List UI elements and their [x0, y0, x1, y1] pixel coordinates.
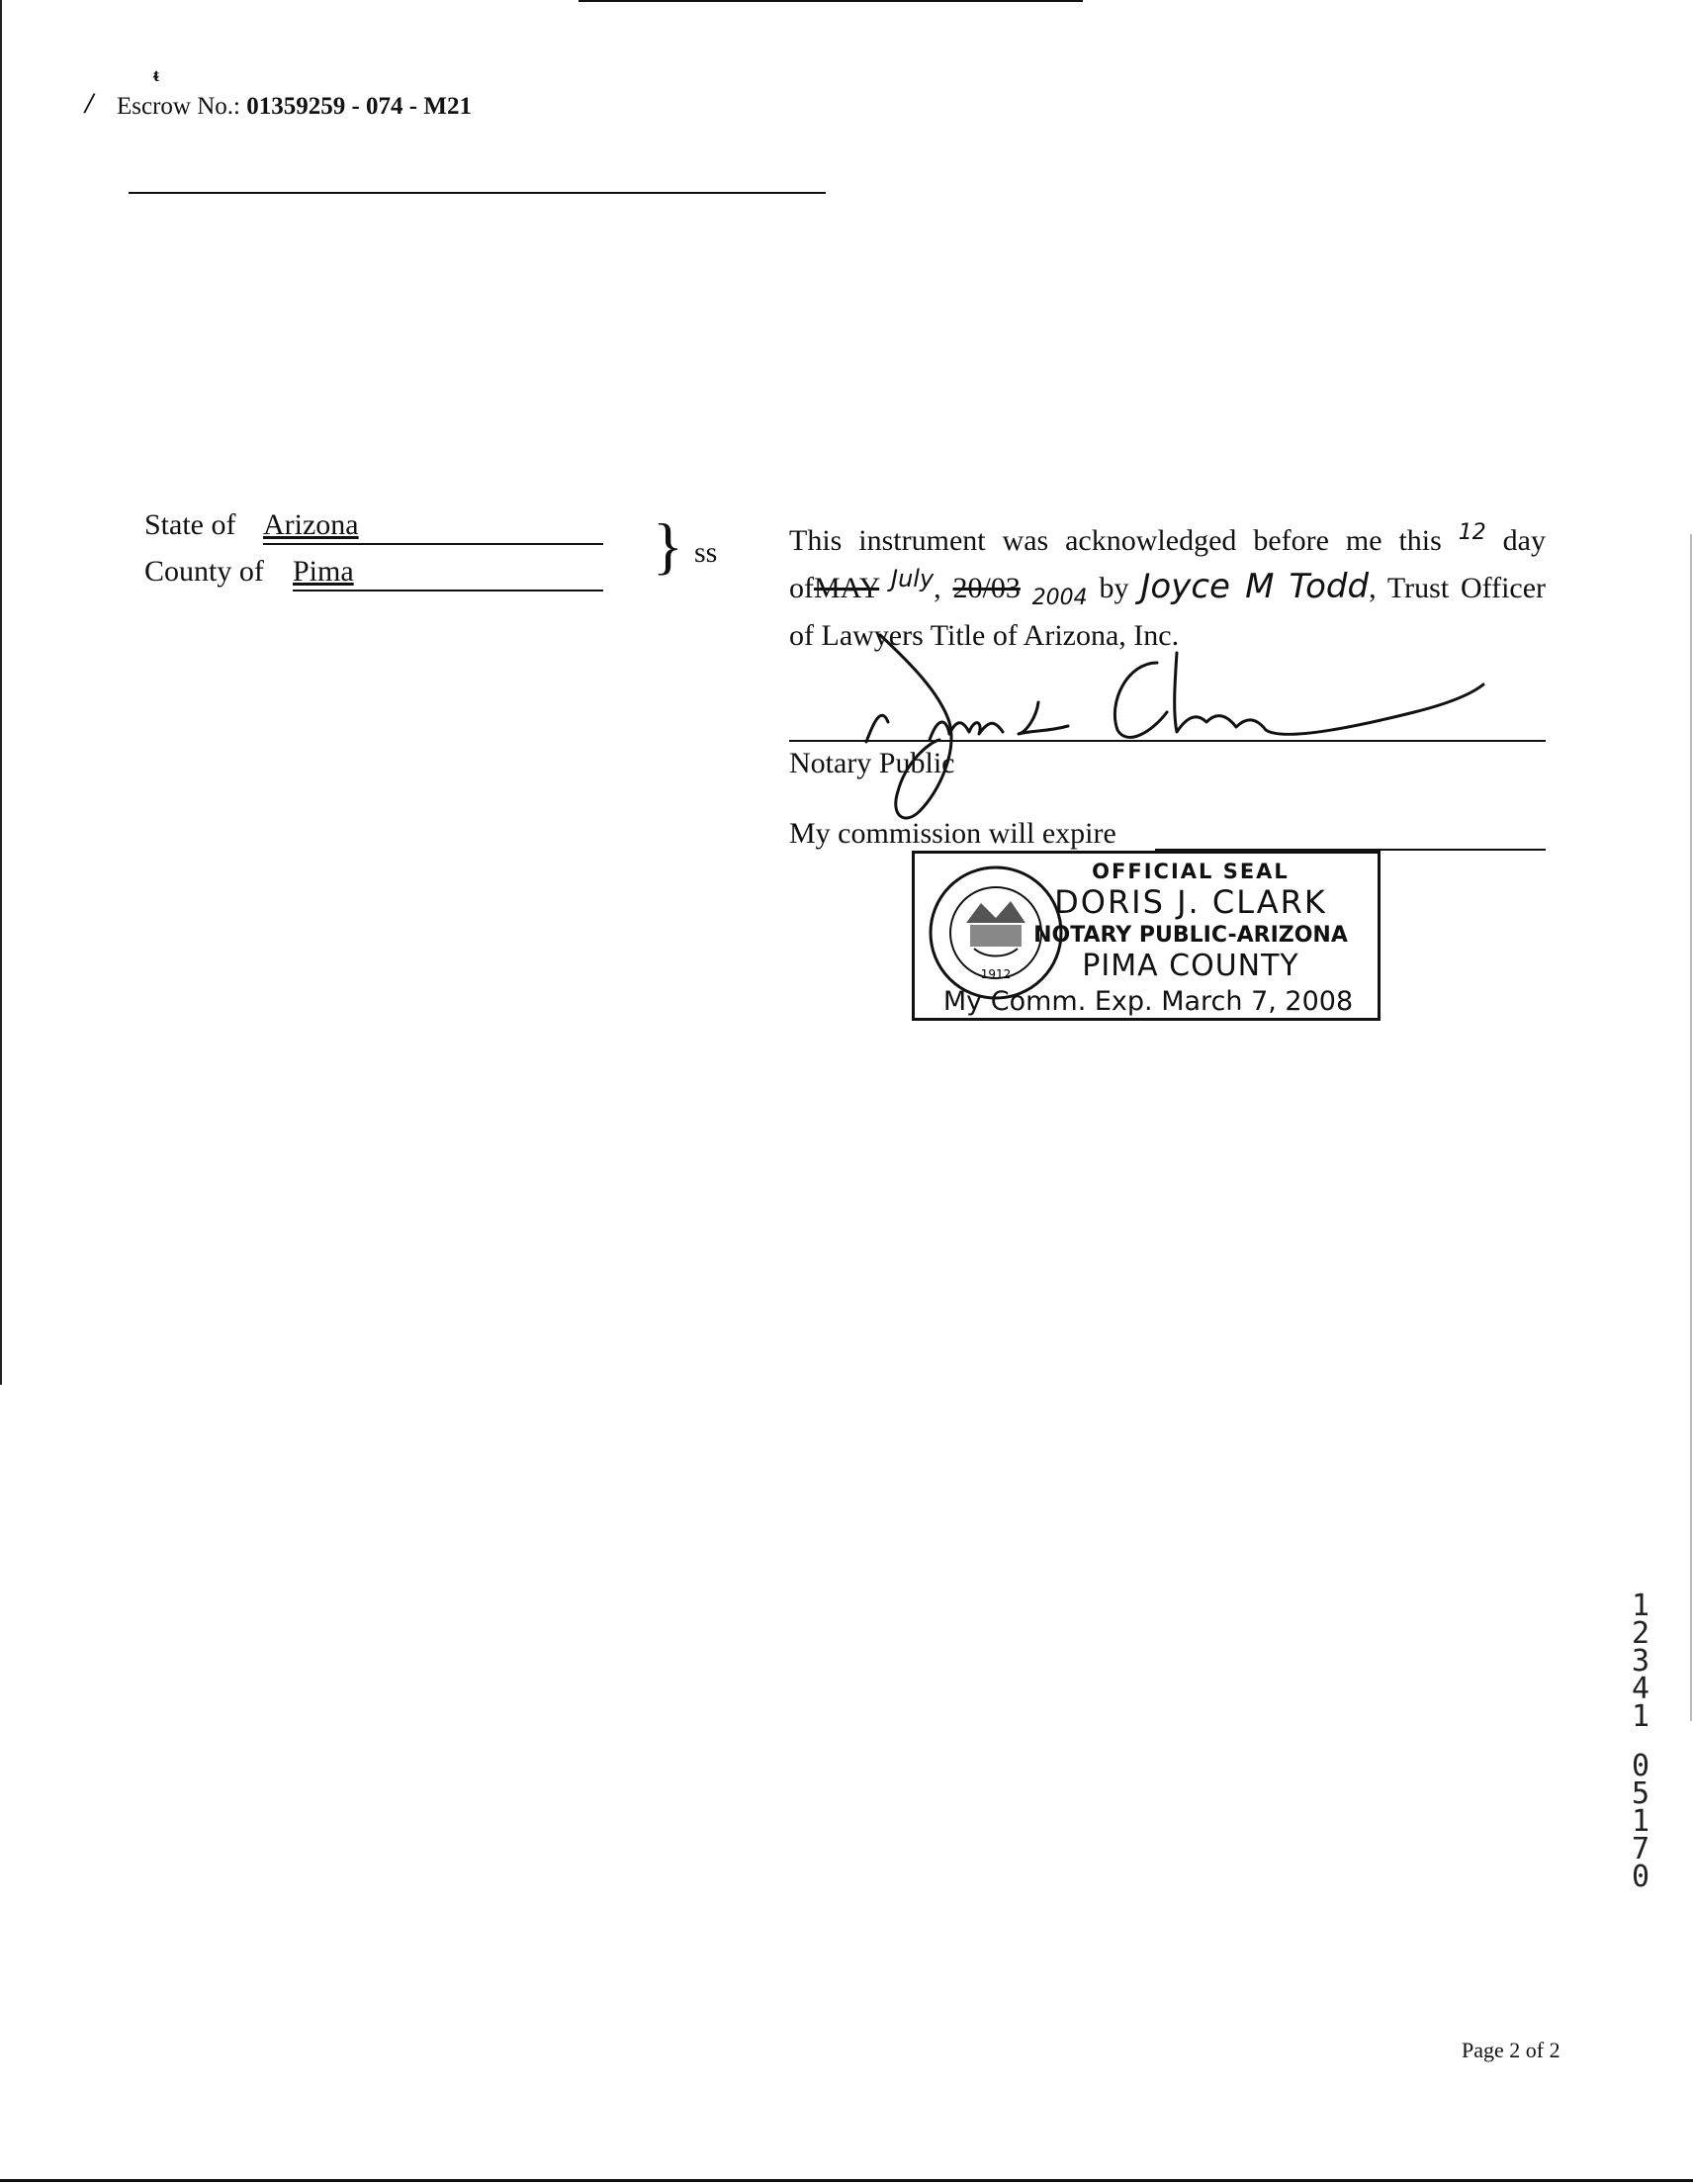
stamp-digit: 1 [1631, 1589, 1650, 1623]
state-label: State of [144, 508, 236, 541]
escrow-value: 01359259 - 074 - M21 [246, 93, 472, 120]
ack-line-2: ofMAY $^{July}$, 20/03 $_{2004}$ by Joyce M Todd, Trust Officer [789, 565, 1547, 610]
stamp-digit: 1 [1631, 1804, 1650, 1839]
escrow-label: Escrow No.: [117, 93, 240, 120]
handwritten-month: July [890, 565, 935, 592]
stamp-digit: 2 [1631, 1616, 1650, 1651]
notary-signature-line [789, 740, 1546, 742]
stamp-digit: 0 [1631, 1749, 1650, 1783]
stamp-digit: 1 [1631, 1699, 1650, 1734]
left-edge [0, 0, 2, 1385]
notary-signature [781, 623, 1553, 831]
recording-number-stamp [1624, 1589, 1657, 1894]
handwritten-tick: / [85, 87, 94, 120]
brace-symbol: } [653, 510, 683, 581]
escrow-number [117, 93, 472, 121]
struck-month: MAY [814, 572, 880, 604]
county-label: County of [144, 555, 264, 588]
handwritten-year: 2004 [1031, 586, 1088, 610]
seal-title: OFFICIAL SEAL [1092, 860, 1290, 883]
seal-expiration: My Comm. Exp. March 7, 2008 [942, 986, 1354, 1017]
svg-text:1912: 1912 [980, 967, 1012, 981]
ack-line-1: This instrument was acknowledged before me this $^{12}$ day [789, 520, 1546, 557]
stamp-digit: 3 [1631, 1644, 1650, 1679]
signature-line-top [129, 192, 826, 194]
county-value: Pima [293, 555, 354, 588]
seal-notary-title: NOTARY PUBLIC-ARIZONA [1033, 923, 1348, 948]
page-number: Page 2 of 2 [1462, 2038, 1560, 2062]
stamp-digit: 5 [1631, 1776, 1650, 1811]
ack-line-3: of Lawyers Title of Arizona, Inc. [789, 619, 1180, 652]
state-line [263, 543, 603, 545]
seal-county: PIMA COUNTY [1082, 949, 1299, 983]
handwritten-signer: Joyce M Todd [1140, 567, 1370, 606]
official-seal-stamp [912, 851, 1381, 1021]
county-line [293, 590, 603, 592]
top-rule [579, 0, 1083, 2]
handwritten-day: 12 [1458, 520, 1486, 545]
stamp-digit: 0 [1631, 1860, 1650, 1894]
handwritten-mark: ᵵ [153, 65, 159, 85]
stamp-digit: 4 [1631, 1672, 1650, 1706]
commission-label: My commission will expire [789, 817, 1116, 850]
ss-label: ss [694, 536, 718, 569]
struck-year: 20/03 [952, 572, 1021, 604]
notary-public-label: Notary Public [789, 747, 955, 779]
bottom-rule [0, 2179, 1693, 2182]
state-value: Arizona [263, 508, 359, 541]
seal-notary-name: DORIS J. CLARK [1054, 883, 1327, 921]
right-edge [1690, 534, 1692, 1721]
stamp-digit: 7 [1631, 1832, 1650, 1866]
